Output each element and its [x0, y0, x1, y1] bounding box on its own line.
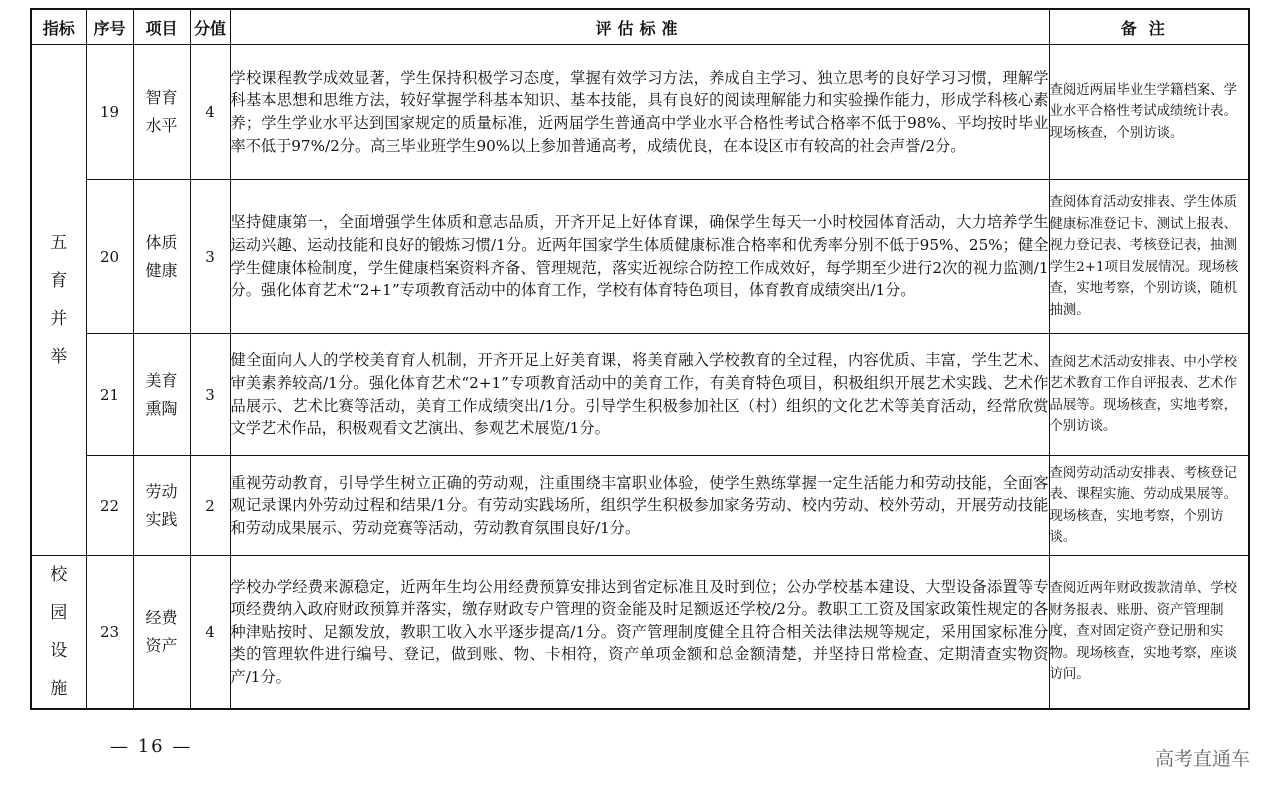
- row-seq: 22: [86, 456, 133, 556]
- row-item: [133, 556, 190, 710]
- row-remarks: 查阅近两年财政拨款清单、学校财务报表、账册、资产管理制度，查对固定资产登记册和实物。现场核查，实地考察，座谈访问。: [1049, 556, 1249, 710]
- row-standard: 学校课程教学成效显著，学生保持积极学习态度，掌握有效学习方法，养成自主学习、独立思考的良好学习习惯，理解学科基本思想和思维方法，较好掌握学科基本知识、基本技能，具有良好的阅读理解能力和实验操作能力，形成学科核心素养；学生学业水平达到国家规定的质量标准，近两届学生普通高中学业水平合格性考试合格率不低于98%、平均按时毕业率不低于97%/2分。高三毕业班学生90%以上参加普通高考，成绩优良，在本设区市有较高的社会声誉/2分。: [230, 45, 1049, 180]
- table-row: [31, 45, 1249, 180]
- indicator-char: 施: [50, 679, 68, 699]
- evaluation-table: [30, 8, 1250, 710]
- item-line: 劳动: [145, 481, 178, 501]
- row-item: [133, 456, 190, 556]
- row-standard: 学校办学经费来源稳定，近两年生均公用经费预算安排达到省定标准且及时到位；公办学校基本建设、大型设备添置等专项经费纳入政府财政预算并落实，缴存财政专户管理的资金能及时足额返还学校/2分。教职工工资及国家政策性规定的各种津贴按时、足额发放，教职工收入水平逐步提高/1分。资产管理制度健全且符合相关法律法规等规定，采用国家标准分类的管理软件进行编号、登记，做到账、物、卡相符，资产单项金额和总金额清楚，并坚持日常检查、定期清查实物资产/1分。: [230, 556, 1049, 710]
- indicator-char: 举: [50, 347, 68, 367]
- indicator-char: 校: [50, 565, 68, 585]
- header-seq: 序号: [86, 9, 133, 45]
- page-number: — 16 —: [110, 736, 193, 757]
- row-standard: 健全面向人人的学校美育育人机制，开齐开足上好美育课，将美育融入学校教育的全过程，内容优质、丰富，学生艺术、审美素养较高/1分。强化体育艺术“2+1”专项教育活动中的美育工作，有美育特色项目，积极组织开展艺术实践、艺术作品展示、艺术比赛等活动，美育工作成绩突出/1分。引导学生积极参加社区（村）组织的文化艺术等美育活动，经常欣赏文学艺术作品，积极观看文艺演出、参观艺术展览/1分。: [230, 334, 1049, 456]
- item-line: 经费: [145, 608, 178, 627]
- row-item: [133, 180, 190, 334]
- header-standard: 评估标准: [230, 9, 1049, 45]
- indicator-char: 园: [50, 603, 68, 623]
- indicator-char: 五: [50, 233, 68, 253]
- indicator-char: 并: [50, 309, 68, 329]
- indicator-cell-wuyu: [31, 45, 86, 556]
- item-line: 体质: [145, 232, 178, 252]
- header-remarks: 备注: [1049, 9, 1249, 45]
- row-standard: 坚持健康第一，全面增强学生体质和意志品质，开齐开足上好体育课，确保学生每天一小时校园体育活动，大力培养学生运动兴趣、运动技能和良好的锻炼习惯/1分。近两年国家学生体质健康标准合格率和优秀率分别不低于95%、25%；健全学生健康体检制度，学生健康档案资料齐备、管理规范，落实近视综合防控工作成效好，每学期至少进行2次的视力监测/1分。强化体育艺术“2+1”专项教育活动中的体育工作，学校有体育特色项目，体育教育成绩突出/1分。: [230, 180, 1049, 334]
- row-remarks: 查阅艺术活动安排表、中小学校艺术教育工作自评报表、艺术作品展等。现场核查，实地考察，个别访谈。: [1049, 334, 1249, 456]
- indicator-char: 设: [50, 641, 68, 661]
- row-seq: 23: [86, 556, 133, 710]
- row-seq: 20: [86, 180, 133, 334]
- indicator-char: 育: [50, 271, 68, 291]
- header-score: 分值: [190, 9, 230, 45]
- row-item: [133, 45, 190, 180]
- row-score: 4: [190, 45, 230, 180]
- table-row: [31, 334, 1249, 456]
- row-score: 3: [190, 334, 230, 456]
- table-row: [31, 180, 1249, 334]
- table-row: [31, 456, 1249, 556]
- row-remarks: 查阅劳动活动安排表、考核登记表、课程实施、劳动成果展等。现场核查，实地考察，个别访谈。: [1049, 456, 1249, 556]
- item-line: 熏陶: [145, 398, 178, 418]
- row-seq: 19: [86, 45, 133, 180]
- row-score: 3: [190, 180, 230, 334]
- header-row: [31, 9, 1249, 45]
- item-line: 美育: [145, 370, 178, 390]
- header-indicator: 指标: [31, 9, 86, 45]
- row-remarks: 查阅体育活动安排表、学生体质健康标准登记卡、测试上报表、视力登记表、考核登记表，抽测学生2+1项目发展情况。现场核查，实地考察，个别访谈，随机抽测。: [1049, 180, 1249, 334]
- row-item: [133, 334, 190, 456]
- item-line: 水平: [145, 116, 178, 135]
- indicator-cell-xiaoyuan: [31, 556, 86, 710]
- row-score: 2: [190, 456, 230, 556]
- row-seq: 21: [86, 334, 133, 456]
- row-score: 4: [190, 556, 230, 710]
- item-line: 资产: [145, 636, 178, 655]
- row-standard: 重视劳动教育，引导学生树立正确的劳动观，注重围绕丰富职业体验，使学生熟练掌握一定生活能力和劳动技能，全面客观记录课内外劳动过程和结果/1分。有劳动实践场所，组织学生积极参加家务劳动、校内劳动、校外劳动，开展劳动技能和劳动成果展示、劳动竞赛等活动，劳动教育氛围良好/1分。: [230, 456, 1049, 556]
- item-line: 健康: [145, 260, 178, 280]
- item-line: 智育: [145, 88, 178, 107]
- header-item: 项目: [133, 9, 190, 45]
- watermark-text: 高考直通车: [1154, 748, 1250, 770]
- table-row: [31, 556, 1249, 710]
- item-line: 实践: [145, 509, 178, 529]
- row-remarks: 查阅近两届毕业生学籍档案、学业水平合格性考试成绩统计表。现场核查，个别访谈。: [1049, 45, 1249, 180]
